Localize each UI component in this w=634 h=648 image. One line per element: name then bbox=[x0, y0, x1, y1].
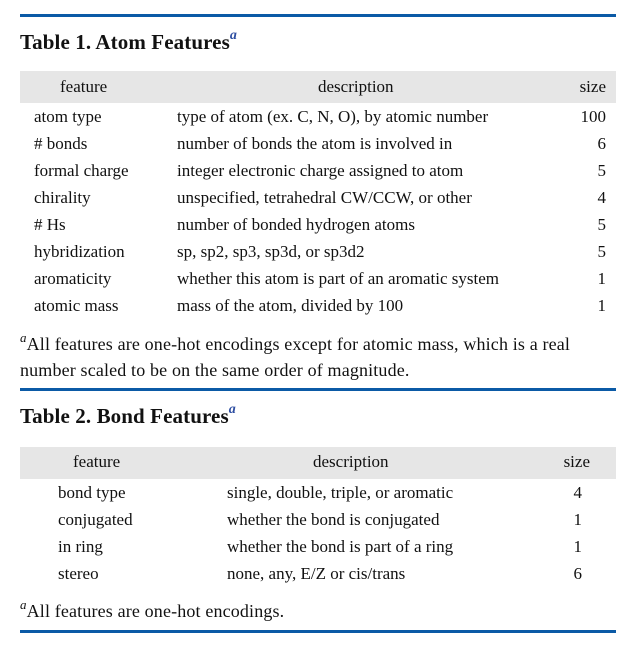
table2-title bbox=[20, 404, 236, 429]
table2-cell-size: 6 bbox=[573, 564, 582, 583]
table2-cell-description: single, double, triple, or aromatic bbox=[227, 483, 454, 502]
table1-cell-feature: formal charge bbox=[34, 161, 129, 180]
table1-cell-feature: hybridization bbox=[34, 242, 125, 261]
table1-cell-size: 1 bbox=[597, 296, 606, 315]
table2-cell-feature: stereo bbox=[58, 564, 99, 583]
table1-cell-feature: atomic mass bbox=[34, 296, 119, 315]
table2-cell-feature: conjugated bbox=[58, 510, 133, 529]
table1-cell-size: 5 bbox=[597, 242, 606, 261]
table2-title-note-mark: a bbox=[228, 402, 236, 417]
table1-title bbox=[20, 30, 237, 55]
table2-cell-description: whether the bond is conjugated bbox=[227, 510, 440, 529]
table1-cell-description: type of atom (ex. C, N, O), by atomic number bbox=[177, 107, 489, 126]
table2-header-description: description bbox=[313, 452, 389, 471]
table2-footnote bbox=[20, 593, 620, 624]
table1-title-text: Table 1. Atom Features bbox=[20, 30, 230, 54]
table2-cell-feature: bond type bbox=[58, 483, 126, 502]
table1-title-note-mark: a bbox=[229, 28, 237, 43]
table1-cell-description: integer electronic charge assigned to atom bbox=[177, 161, 464, 180]
table2-cell-feature: in ring bbox=[58, 537, 103, 556]
table1-cell-feature: aromaticity bbox=[34, 269, 112, 288]
table2-footnote-mark: a bbox=[20, 597, 27, 612]
table1-cell-size: 1 bbox=[597, 269, 606, 288]
middle-rule bbox=[20, 388, 616, 391]
table1-header-size: size bbox=[579, 77, 606, 96]
table1-cell-feature: atom type bbox=[34, 107, 102, 126]
table1-cell-size: 4 bbox=[597, 188, 606, 207]
table2-cell-size: 1 bbox=[573, 537, 582, 556]
table2-cell-size: 4 bbox=[573, 483, 582, 502]
table1-cell-size: 5 bbox=[597, 215, 606, 234]
table1-header-description: description bbox=[318, 77, 394, 96]
table1-cell-size: 100 bbox=[580, 107, 606, 126]
table1-footnote-text: All features are one-hot encodings except for atomic mass, which is a real number scaled to be on the same order of magnitude. bbox=[20, 334, 571, 380]
table1-cell-size: 6 bbox=[597, 134, 606, 153]
table1-cell-description: whether this atom is part of an aromatic system bbox=[177, 269, 499, 288]
table1-footnote bbox=[20, 326, 620, 383]
table1-cell-size: 5 bbox=[597, 161, 606, 180]
table2-cell-description: whether the bond is part of a ring bbox=[227, 537, 454, 556]
table2-title-text: Table 2. Bond Features bbox=[20, 404, 229, 428]
table2-cell-size: 1 bbox=[573, 510, 582, 529]
top-rule bbox=[20, 14, 616, 17]
table2-cell-description: none, any, E/Z or cis/trans bbox=[227, 564, 406, 583]
table2-footnote-text: All features are one-hot encodings. bbox=[26, 601, 285, 621]
table2-header-feature: feature bbox=[73, 452, 121, 471]
bottom-rule bbox=[20, 630, 616, 633]
table1-cell-description: sp, sp2, sp3, sp3d, or sp3d2 bbox=[177, 242, 365, 261]
table1-cell-description: number of bonds the atom is involved in bbox=[177, 134, 453, 153]
table1-cell-description: mass of the atom, divided by 100 bbox=[177, 296, 404, 315]
table2-header-size: size bbox=[563, 452, 590, 471]
table1-cell-description: number of bonded hydrogen atoms bbox=[177, 215, 415, 234]
table1-cell-feature: # Hs bbox=[34, 215, 66, 234]
table1-header-feature: feature bbox=[60, 77, 108, 96]
table1-cell-description: unspecified, tetrahedral CW/CCW, or other bbox=[177, 188, 472, 207]
table1-cell-feature: # bonds bbox=[34, 134, 88, 153]
table1-footnote-mark: a bbox=[20, 330, 27, 345]
table1-cell-feature: chirality bbox=[34, 188, 91, 207]
